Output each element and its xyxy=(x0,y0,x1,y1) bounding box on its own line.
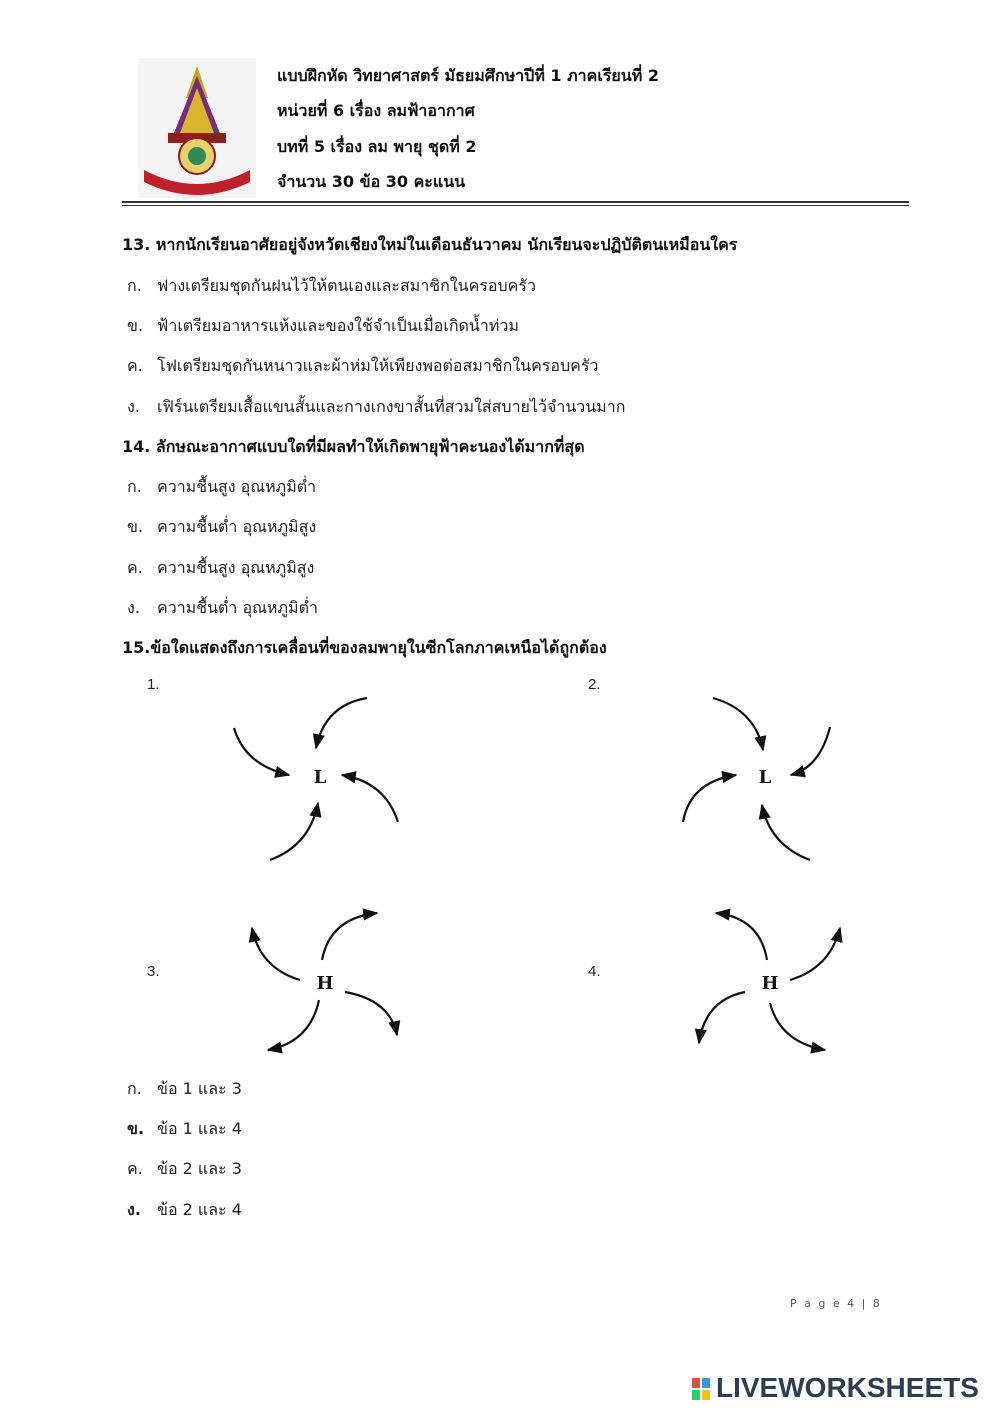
page-number: P a g e 4 | 8 xyxy=(790,1297,882,1310)
wind-arrow xyxy=(252,928,300,980)
wind-arrow xyxy=(716,913,767,960)
option-label: ข. xyxy=(127,316,144,335)
option-text: ฟางเตรียมชุดกันฝนไว้ให้ตนเองและสมาชิกในครอบครัว xyxy=(157,276,536,295)
header-unit: หน่วยที่ 6 เรื่อง ลมฟ้าอากาศ xyxy=(277,101,475,120)
option-text: ข้อ 1 และ 4 xyxy=(157,1119,242,1138)
diagram-center-3: H xyxy=(316,973,334,994)
wind-arrow xyxy=(770,1003,825,1050)
option-text: โฟเตรียมชุดกันหนาวและผ้าห่มให้เพียงพอต่อสมาชิกในครอบครัว xyxy=(157,356,599,375)
diagram-center-2: L xyxy=(758,767,772,788)
diagram-number-3: 3. xyxy=(147,963,160,980)
option-label: ง. xyxy=(127,598,140,617)
wind-arrow xyxy=(270,803,318,860)
option-15-c[interactable] xyxy=(127,1157,242,1182)
question-14: 14. ลักษณะอากาศแบบใดที่มีผลทำให้เกิดพายุฟ้าคะนองได้มากที่สุด xyxy=(122,437,585,456)
option-text: ความชื้นสูง อุณหภูมิต่ำ xyxy=(157,477,317,496)
wind-arrow xyxy=(791,727,830,775)
wind-arrow xyxy=(683,775,736,822)
wind-arrow xyxy=(762,805,810,860)
brand-logo: LIVEWORKSHEETS xyxy=(716,1372,979,1403)
option-label: ก. xyxy=(127,276,142,295)
school-logo xyxy=(138,58,256,198)
wind-arrow xyxy=(713,698,763,750)
option-label: ข. xyxy=(127,1119,145,1138)
wind-arrow xyxy=(345,992,397,1035)
wind-arrow xyxy=(268,1000,319,1050)
wind-arrow xyxy=(699,992,745,1043)
option-15-d[interactable] xyxy=(127,1198,242,1223)
question-13: 13. หากนักเรียนอาศัยอยู่จังหวัดเชียงใหม่ในเดือนธันวาคม นักเรียนจะปฏิบัติตนเหมือนใคร xyxy=(122,235,738,254)
option-label: ค. xyxy=(127,558,143,577)
option-label: ง. xyxy=(127,1200,141,1219)
option-label: ก. xyxy=(127,1079,142,1098)
option-text: ความชื้นสูง อุณหภูมิสูง xyxy=(157,558,315,577)
question-15: 15.ข้อใดแสดงถึงการเคลื่อนที่ของลมพายุในซีกโลกภาคเหนือได้ถูกต้อง xyxy=(122,638,607,657)
option-15-b[interactable] xyxy=(127,1117,242,1142)
diagram-number-4: 4. xyxy=(588,963,601,980)
divider xyxy=(122,205,909,206)
option-13-c[interactable] xyxy=(127,354,598,379)
header-title: แบบฝึกหัด วิทยาศาสตร์ มัธยมศึกษาปีที่ 1 ภาคเรียนที่ 2 xyxy=(277,66,659,85)
wind-arrow xyxy=(322,913,377,960)
option-13-d[interactable] xyxy=(127,395,625,420)
diagram-number-1: 1. xyxy=(147,676,160,693)
option-13-a[interactable] xyxy=(127,274,536,299)
option-text: เฟิร์นเตรียมเสื้อแขนสั้นและกางเกงขาสั้นที่สวมใส่สบายไว้จำนวนมาก xyxy=(157,397,626,416)
option-label: ค. xyxy=(127,356,143,375)
header-count: จำนวน 30 ข้อ 30 คะแนน xyxy=(277,172,466,191)
divider xyxy=(122,201,909,203)
option-text: ความชื้นต่ำ อุณหภูมิต่ำ xyxy=(157,598,318,617)
option-text: ข้อ 1 และ 3 xyxy=(157,1079,242,1098)
option-14-b[interactable] xyxy=(127,515,316,540)
diagram-center-1: L xyxy=(313,767,327,788)
option-14-a[interactable] xyxy=(127,475,316,500)
option-label: ง. xyxy=(127,397,140,416)
option-text: ข้อ 2 และ 3 xyxy=(157,1159,242,1178)
option-14-d[interactable] xyxy=(127,596,318,621)
option-text: ฟ้าเตรียมอาหารแห้งและของใช้จำเป็นเมื่อเกิดน้ำท่วม xyxy=(157,316,519,335)
wind-arrow xyxy=(234,728,289,775)
diagram-number-2: 2. xyxy=(588,676,601,693)
option-15-a[interactable] xyxy=(127,1077,242,1102)
wind-arrow xyxy=(790,928,840,980)
option-13-b[interactable] xyxy=(127,314,519,339)
option-text: ความชื้นต่ำ อุณหภูมิสูง xyxy=(157,517,317,536)
option-label: ค. xyxy=(127,1159,143,1178)
header-lesson: บทที่ 5 เรื่อง ลม พายุ ชุดที่ 2 xyxy=(277,137,477,156)
option-label: ก. xyxy=(127,477,142,496)
option-text: ข้อ 2 และ 4 xyxy=(157,1200,242,1219)
wind-arrow xyxy=(342,775,398,822)
wind-arrow xyxy=(316,698,367,748)
option-14-c[interactable] xyxy=(127,556,314,581)
diagram-center-4: H xyxy=(761,973,779,994)
option-label: ข. xyxy=(127,517,144,536)
liveworksheets-icon xyxy=(692,1378,710,1400)
